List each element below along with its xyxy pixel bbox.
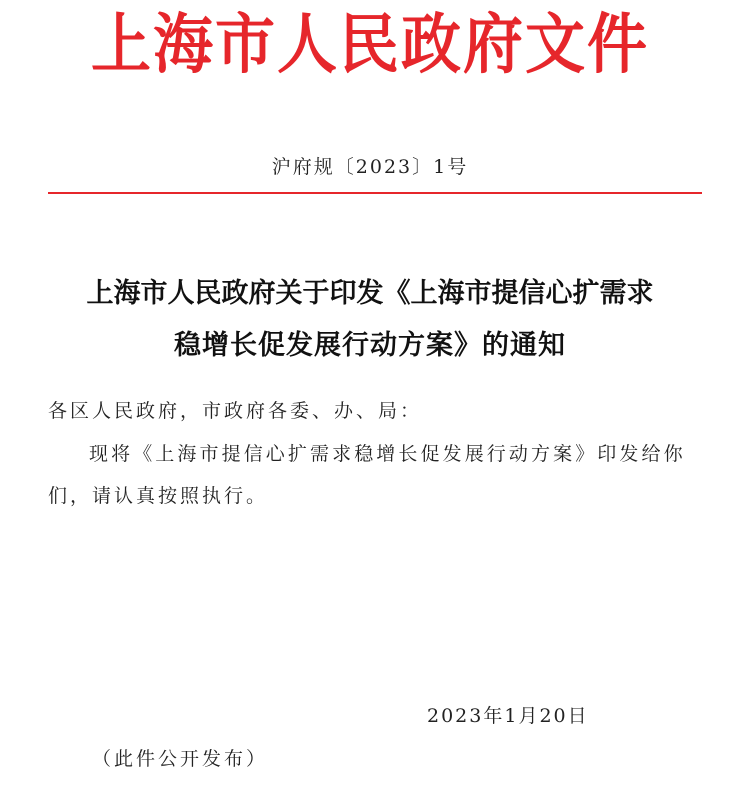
red-divider-line	[48, 192, 702, 194]
notice-title-line-1: 上海市人民政府关于印发《上海市提信心扩需求	[86, 278, 654, 309]
issue-date: 2023年1月20日	[427, 705, 589, 727]
document-header-title: 上海市人民政府文件	[91, 7, 649, 83]
notice-title-line-2: 稳增长促发展行动方案》的通知	[174, 330, 566, 361]
body-paragraph-line-2: 们，请认真按照执行。	[48, 485, 269, 507]
body-paragraph-line-1: 现将《上海市提信心扩需求稳增长促发展行动方案》印发给你	[89, 443, 686, 465]
publish-note: （此件公开发布）	[92, 748, 269, 770]
document-number: 沪府规〔2023〕1号	[271, 156, 469, 178]
salutation: 各区人民政府，市政府各委、办、局：	[48, 400, 423, 422]
